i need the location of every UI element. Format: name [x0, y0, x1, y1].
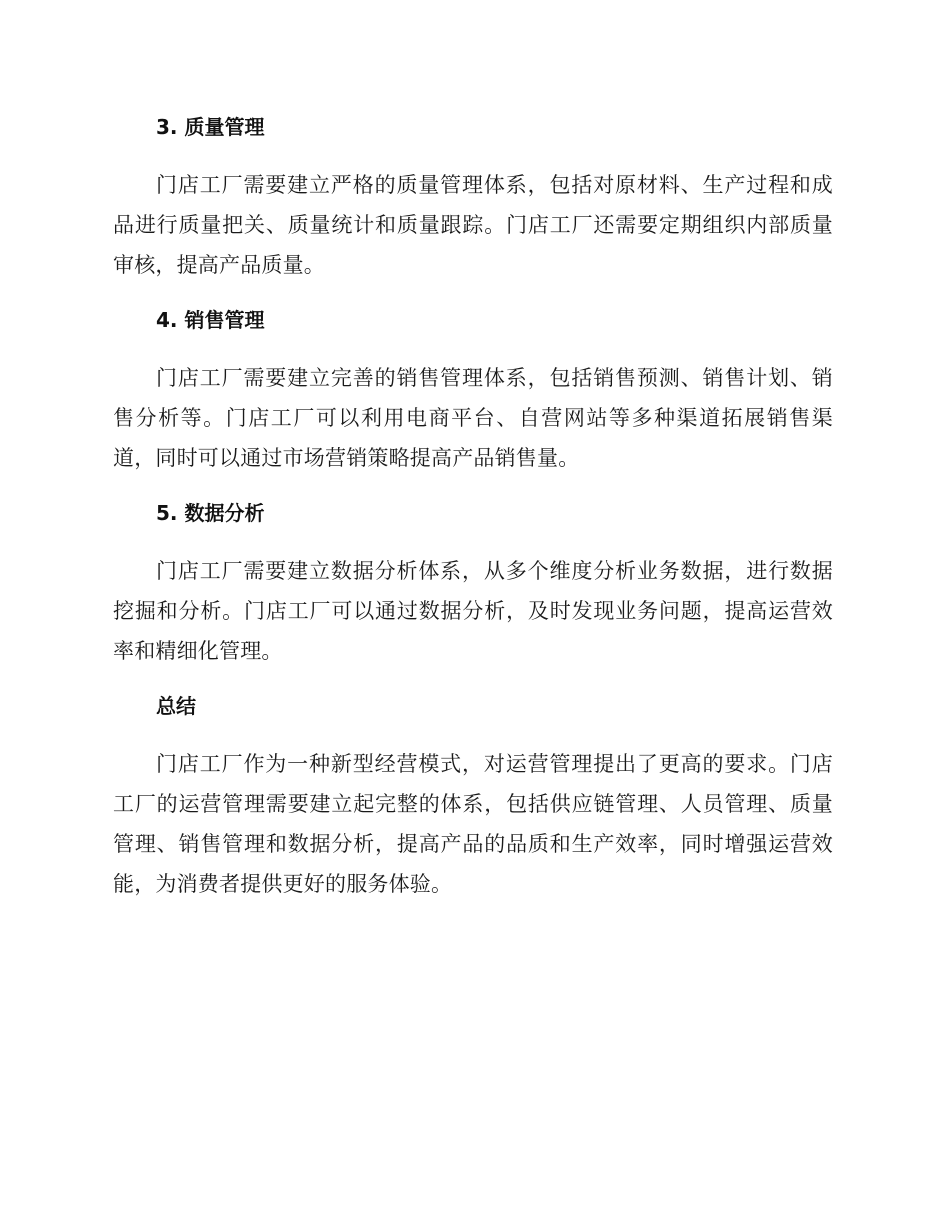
section-quality-management	[113, 107, 833, 285]
section-sales-management	[113, 300, 833, 478]
section-heading: 总结	[156, 694, 196, 718]
section-paragraph: 门店工厂作为一种新型经营模式，对运营管理提出了更高的要求。门店工厂的运营管理需要建立起完整的体系，包括供应链管理、人员管理、质量管理、销售管理和数据分析，提高产品的品质和生产效率，同时增强运营效能，为消费者提供更好的服务体验。	[113, 752, 833, 896]
section-summary	[113, 686, 833, 904]
section-heading: 5. 数据分析	[156, 501, 265, 525]
document-body	[113, 107, 833, 919]
section-paragraph: 门店工厂需要建立严格的质量管理体系，包括对原材料、生产过程和成品进行质量把关、质量统计和质量跟踪。门店工厂还需要定期组织内部质量审核，提高产品质量。	[113, 173, 833, 277]
section-data-analysis	[113, 493, 833, 671]
section-heading: 3. 质量管理	[156, 115, 265, 139]
section-heading: 4. 销售管理	[156, 308, 265, 332]
section-paragraph: 门店工厂需要建立完善的销售管理体系，包括销售预测、销售计划、销售分析等。门店工厂可以利用电商平台、自营网站等多种渠道拓展销售渠道，同时可以通过市场营销策略提高产品销售量。	[113, 366, 833, 470]
section-paragraph: 门店工厂需要建立数据分析体系，从多个维度分析业务数据，进行数据挖掘和分析。门店工厂可以通过数据分析，及时发现业务问题，提高运营效率和精细化管理。	[113, 559, 833, 663]
